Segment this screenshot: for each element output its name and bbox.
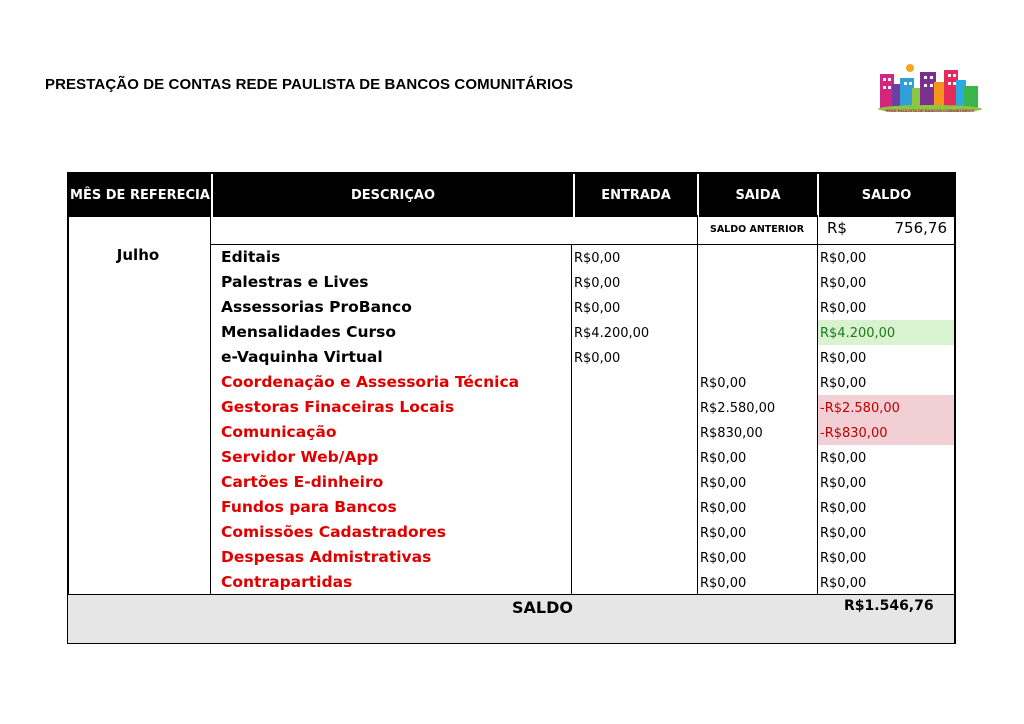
header-description: DESCRIÇAO bbox=[350, 188, 436, 203]
total-row bbox=[68, 595, 954, 643]
row-saldo-value: -R$2.580,00 bbox=[820, 401, 900, 416]
row-saldo-value: R$4.200,00 bbox=[820, 326, 896, 341]
row-saldo-value: R$0,00 bbox=[820, 501, 867, 516]
row-description: Editais bbox=[221, 248, 281, 266]
row-description: Assessorias ProBanco bbox=[221, 298, 412, 316]
month-label: Julho bbox=[116, 246, 160, 264]
row-description: Coordenação e Assessoria Técnica bbox=[221, 373, 520, 391]
total-label: SALDO bbox=[512, 598, 573, 617]
row-description: e-Vaquinha Virtual bbox=[221, 348, 383, 366]
rede-paulista-logo bbox=[876, 62, 984, 132]
row-saida-value: R$0,00 bbox=[700, 476, 747, 491]
row-description: Servidor Web/App bbox=[221, 448, 379, 466]
row-saida-value: R$830,00 bbox=[700, 426, 763, 441]
row-saida-value: R$2.580,00 bbox=[700, 401, 776, 416]
total-value: R$1.546,76 bbox=[844, 598, 934, 614]
header-month: MÊS DE REFERECIA bbox=[70, 188, 210, 203]
previous-balance-currency: R$ bbox=[827, 219, 847, 237]
row-saldo-value: R$0,00 bbox=[820, 526, 867, 541]
row-entrada-value: R$0,00 bbox=[574, 351, 621, 366]
row-entrada-value: R$4.200,00 bbox=[574, 326, 650, 341]
row-description: Mensalidades Curso bbox=[221, 323, 396, 341]
previous-balance-value: 756,76 bbox=[894, 219, 947, 237]
row-entrada-value: R$0,00 bbox=[574, 301, 621, 316]
row-saldo-value: R$0,00 bbox=[820, 301, 867, 316]
city-skyline-logo-icon bbox=[876, 62, 984, 112]
row-saldo-value: R$0,00 bbox=[820, 376, 867, 391]
row-saldo-value: R$0,00 bbox=[820, 351, 867, 366]
row-saldo-value: R$0,00 bbox=[820, 551, 867, 566]
row-description: Comunicação bbox=[221, 423, 337, 441]
row-description: Comissões Cadastradores bbox=[221, 523, 446, 541]
row-saida-value: R$0,00 bbox=[700, 451, 747, 466]
row-saldo-value: R$0,00 bbox=[820, 251, 867, 266]
row-description: Despesas Admistrativas bbox=[221, 548, 432, 566]
page-title: PRESTAÇÃO DE CONTAS REDE PAULISTA DE BANCOS COMUNITÁRIOS bbox=[45, 76, 574, 93]
row-entrada-value: R$0,00 bbox=[574, 251, 621, 266]
previous-balance-label: SALDO ANTERIOR bbox=[709, 224, 805, 235]
header-saldo: SALDO bbox=[861, 188, 912, 203]
row-saida-value: R$0,00 bbox=[700, 526, 747, 541]
row-description: Fundos para Bancos bbox=[221, 498, 397, 516]
row-saldo-value: R$0,00 bbox=[820, 276, 867, 291]
row-saldo-value: R$0,00 bbox=[820, 576, 867, 591]
row-saida-value: R$0,00 bbox=[700, 576, 747, 591]
logo-text: REDE PAULISTA DE BANCOS COMUNITÁRIOS bbox=[885, 108, 975, 113]
row-saida-value: R$0,00 bbox=[700, 551, 747, 566]
row-description: Cartões E-dinheiro bbox=[221, 473, 384, 491]
row-saldo-value: R$0,00 bbox=[820, 476, 867, 491]
table-header bbox=[69, 174, 954, 217]
row-description: Palestras e Lives bbox=[221, 273, 369, 291]
row-saida-value: R$0,00 bbox=[700, 501, 747, 516]
header-entrada: ENTRADA bbox=[601, 188, 671, 203]
row-saldo-value: -R$830,00 bbox=[820, 426, 888, 441]
header-saida: SAIDA bbox=[735, 188, 781, 203]
row-description: Contrapartidas bbox=[221, 573, 353, 591]
row-entrada-value: R$0,00 bbox=[574, 276, 621, 291]
row-description: Gestoras Finaceiras Locais bbox=[221, 398, 455, 416]
row-saldo-value: R$0,00 bbox=[820, 451, 867, 466]
row-saida-value: R$0,00 bbox=[700, 376, 747, 391]
